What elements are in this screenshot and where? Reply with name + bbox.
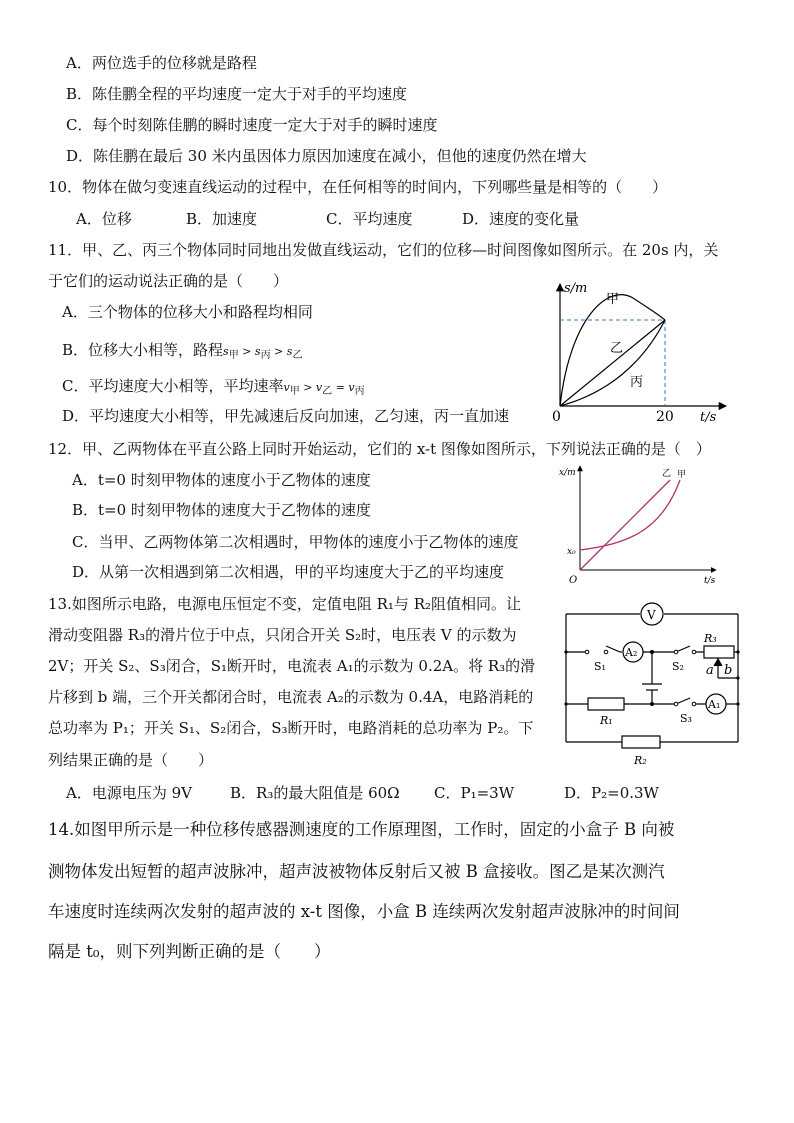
q13-option-c: C．P₁=3W: [434, 784, 515, 802]
q11-option-a: A．三个物体的位移大小和路程均相同: [62, 303, 313, 321]
label-a2: A₂: [625, 646, 638, 659]
q14-line3: 车速度时连续两次发射的超声波的 x-t 图像，小盒 B 连续两次发射超声波脉冲的时间间: [48, 902, 680, 921]
resistor-r2: [622, 736, 660, 748]
q12-origin: O: [569, 575, 578, 586]
q14-line1: 14.如图甲所示是一种位移传感器测速度的工作原理图，工作时，固定的小盒子 B 向被: [48, 820, 675, 839]
label-s1: S₁: [594, 660, 606, 673]
q13-line3: 2V；开关 S₂、S₃闭合，S₁断开时，电流表 A₁的示数为 0.2A。将 R₃的滑: [48, 657, 536, 675]
q12-option-c: C．当甲、乙两物体第二次相遇时，甲物体的速度小于乙物体的速度: [72, 533, 519, 551]
q11-label-yi: 乙: [610, 341, 624, 356]
q9-option-b: B．陈佳鹏全程的平均速度一定大于对手的平均速度: [66, 85, 408, 103]
q11-origin: 0: [552, 409, 561, 425]
q12-ylabel: x/m: [559, 468, 576, 478]
q13-line6: 列结果正确的是（ ）: [48, 751, 214, 769]
label-s2: S₂: [672, 660, 684, 673]
label-s3: S₃: [680, 712, 692, 725]
label-r3: R₃: [704, 632, 717, 645]
resistor-r3: [704, 646, 734, 658]
q11-option-c: [62, 375, 365, 399]
q13-option-d: D．P₂=0.3W: [564, 784, 659, 802]
q12-stem-text: 12．甲、乙两物体在平直公路上同时开始运动，它们的 x-t 图像如图所示，下列说法正确的是（ ）: [48, 440, 711, 458]
q13-option-a: A．电源电压为 9V: [66, 784, 192, 802]
q12-label-jia: 甲: [677, 470, 687, 480]
q10-stem: 10．物体在做匀变速直线运动的过程中，在任何相等的时间内，下列哪些量是相等的（ ）: [48, 178, 668, 196]
q11-tick-20: 20: [656, 409, 674, 425]
q12-line-yi: [580, 480, 670, 570]
label-v: V: [647, 608, 656, 622]
q14-line4: 隔是 t₀，则下列判断正确的是（ ）: [48, 942, 331, 961]
q11-xlabel: t/s: [700, 410, 717, 425]
label-b: b: [724, 663, 733, 678]
q13-circuit-diagram: [560, 598, 746, 770]
q11-label-bing: 丙: [630, 375, 644, 390]
q9-option-c: C．每个时刻陈佳鹏的瞬时速度一定大于对手的瞬时速度: [66, 116, 438, 134]
q11-option-b-formula: $s_甲 > s_丙 > s_乙$: [223, 345, 303, 361]
q14-line2: 测物体发出短暂的超声波脉冲，超声波被物体反射后又被 B 盒接收。图乙是某次测汽: [48, 862, 665, 881]
q12-xt-graph: [556, 462, 726, 586]
label-r1: R₁: [600, 714, 613, 727]
q13-line5: 总功率为 P₁；开关 S₁、S₂闭合，S₃断开时，电路消耗的总功率为 P₂。下: [48, 719, 534, 737]
q11-option-b: [62, 339, 302, 363]
q11-ylabel: s/m: [564, 281, 588, 296]
q11-option-c-formula: $v_甲 > v_乙 = v_丙$: [283, 381, 365, 397]
label-a: a: [706, 663, 714, 678]
q12-curve-jia: [580, 480, 680, 550]
q12-x0: x₀: [567, 547, 576, 557]
resistor-r1: [588, 698, 624, 710]
q10-option-c: C．平均速度: [326, 210, 413, 228]
label-a1: A₁: [708, 698, 721, 711]
q11-option-b-text: B．位移大小相等，路程: [62, 341, 224, 359]
q12-option-a: A．t=0 时刻甲物体的速度小于乙物体的速度: [72, 471, 371, 489]
q13-line4: 片移到 b 端，三个开关都闭合时，电流表 A₂的示数为 0.4A，电路消耗的: [48, 688, 534, 706]
q9-option-d: D．陈佳鹏在最后 30 米内虽因体力原因加速度在减小，但他的速度仍然在增大: [66, 147, 587, 165]
q12-stem: [48, 438, 711, 460]
q11-stem-line1: 11．甲、乙、丙三个物体同时同地出发做直线运动，它们的位移—时间图像如图所示。在 20s 内，关: [48, 241, 719, 259]
q10-option-d: D．速度的变化量: [462, 210, 580, 228]
q11-stem-line2: 于它们的运动说法正确的是（ ）: [48, 272, 289, 290]
q11-option-d: D．平均速度大小相等，甲先减速后反向加速，乙匀速，丙一直加速: [62, 407, 510, 425]
q13-line1: 13.如图所示电路，电源电压恒定不变，定值电阻 R₁与 R₂阻值相同。让: [48, 595, 522, 613]
label-r2: R₂: [634, 754, 647, 767]
q12-label-yi: 乙: [662, 469, 672, 479]
q10-option-b: B．加速度: [186, 210, 258, 228]
q11-st-graph: [548, 278, 738, 428]
q12-option-b: B．t=0 时刻甲物体的速度大于乙物体的速度: [72, 501, 371, 519]
q12-xlabel: t/s: [704, 576, 716, 586]
q11-line-yi: [560, 320, 665, 406]
q12-option-d: D．从第一次相遇到第二次相遇，甲的平均速度大于乙的平均速度: [72, 563, 505, 581]
q13-line2: 滑动变阻器 R₃的滑片位于中点，只闭合开关 S₂时，电压表 V 的示数为: [48, 626, 517, 644]
q9-option-a: A．两位选手的位移就是路程: [66, 54, 257, 72]
q13-option-b: B．R₃的最大阻值是 60Ω: [230, 784, 400, 802]
q10-option-a: A．位移: [76, 210, 132, 228]
q11-option-c-text: C．平均速度大小相等，平均速率: [62, 377, 284, 395]
q11-label-jia: 甲: [606, 292, 620, 307]
